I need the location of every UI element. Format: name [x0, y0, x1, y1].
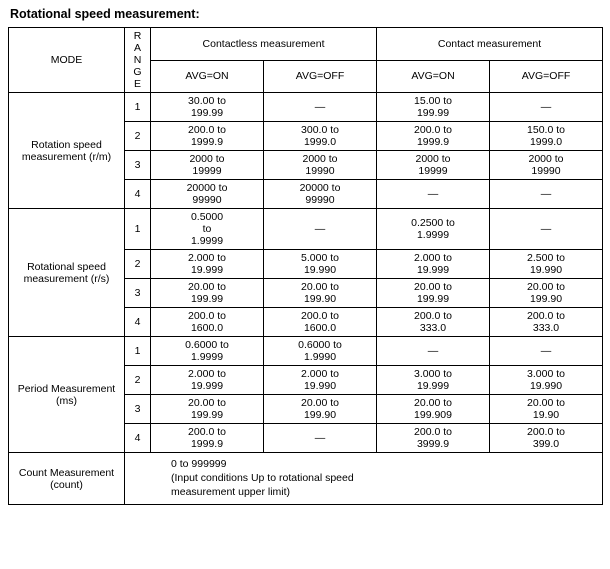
value-cell: 2.500 to 19.990: [490, 250, 603, 279]
mode-line: speed: [73, 138, 102, 151]
value-cell: —: [377, 180, 490, 209]
mode-line: (count): [50, 478, 83, 491]
table-row: [9, 93, 603, 122]
mode-rotation-speed-rm: [9, 93, 125, 209]
value-cell: 3.000 to 19.999: [377, 366, 490, 395]
mode-rotational-speed-rs: [9, 209, 125, 337]
value-cell: —: [490, 180, 603, 209]
mode-count-measurement: [9, 453, 125, 505]
value-cell: 200.0 to 1600.0: [264, 308, 377, 337]
mode-line: speed: [77, 260, 106, 273]
value-cell: 20.00 to 199.99: [151, 395, 264, 424]
value-cell: 2000 to 19990: [264, 151, 377, 180]
table-row: [9, 337, 603, 366]
mode-line: (ms): [56, 394, 77, 407]
range-value: 2: [125, 366, 151, 395]
range-value: 3: [125, 279, 151, 308]
header-range-letter-a: A: [133, 42, 141, 54]
value-cell: 2000 to 19999: [377, 151, 490, 180]
range-value: 2: [125, 122, 151, 151]
value-cell: —: [264, 93, 377, 122]
rotational-speed-spec-table: [8, 27, 603, 505]
table-header-row-1: [9, 28, 603, 61]
range-value: 3: [125, 395, 151, 424]
value-cell: —: [264, 424, 377, 453]
header-range-letter-r: R: [133, 30, 142, 42]
value-cell: 2.000 to 19.999: [151, 250, 264, 279]
value-cell: 0.6000 to 1.9990: [264, 337, 377, 366]
header-contactless-measurement: Contactless measurement: [151, 28, 377, 61]
count-measurement-note: 0 to 999999 (Input conditions Up to rotational speed measurement upper limit): [125, 453, 603, 505]
value-cell: 3.000 to 19.990: [490, 366, 603, 395]
mode-line: Rotational: [27, 260, 75, 273]
header-range: [125, 28, 151, 93]
value-cell: 30.00 to 199.99: [151, 93, 264, 122]
value-cell: 20.00 to 199.99: [377, 279, 490, 308]
value-cell: 20000 to 99990: [264, 180, 377, 209]
table-row: [9, 453, 603, 505]
range-value: 3: [125, 151, 151, 180]
value-cell: 20.00 to 199.99: [151, 279, 264, 308]
mode-period-measurement-ms: [9, 337, 125, 453]
value-cell: 200.0 to 1999.9: [151, 122, 264, 151]
mode-line: Measurement: [49, 466, 115, 479]
value-cell: 2000 to 19990: [490, 151, 603, 180]
value-cell: 20.00 to 199.90: [264, 279, 377, 308]
value-cell: —: [490, 209, 603, 250]
value-cell: 200.0 to 3999.9: [377, 424, 490, 453]
mode-line: measurement: [23, 272, 88, 285]
value-cell: 200.0 to 333.0: [490, 308, 603, 337]
range-value: 1: [125, 337, 151, 366]
value-cell: 200.0 to 1999.9: [151, 424, 264, 453]
value-cell: 200.0 to 333.0: [377, 308, 490, 337]
range-value: 4: [125, 180, 151, 209]
value-cell: 15.00 to 199.99: [377, 93, 490, 122]
value-cell: 2.000 to 19.999: [377, 250, 490, 279]
value-cell: 2000 to 19999: [151, 151, 264, 180]
mode-line: (r/m): [88, 150, 112, 163]
value-cell: —: [264, 209, 377, 250]
mode-line: Measurement: [51, 382, 116, 395]
value-cell: —: [377, 337, 490, 366]
value-cell: 20.00 to 199.90: [490, 279, 603, 308]
value-cell: 300.0 to 1999.0: [264, 122, 377, 151]
value-cell: 150.0 to 1999.0: [490, 122, 603, 151]
value-cell: 200.0 to 1600.0: [151, 308, 264, 337]
value-cell: 5.000 to 19.990: [264, 250, 377, 279]
value-cell: 20.00 to 199.909: [377, 395, 490, 424]
header-contactless-avg-off: AVG=OFF: [264, 60, 377, 93]
mode-line: measurement: [21, 150, 87, 163]
table-row: [9, 209, 603, 250]
mode-line: Rotation: [31, 138, 71, 151]
range-value: 4: [125, 308, 151, 337]
mode-line: (r/s): [90, 272, 110, 285]
value-cell: —: [490, 337, 603, 366]
value-cell: 200.0 to 399.0: [490, 424, 603, 453]
mode-line: Period: [17, 382, 49, 395]
table-body: [9, 93, 603, 505]
range-value: 1: [125, 209, 151, 250]
header-mode: MODE: [9, 28, 125, 93]
header-range-letter-g: G: [133, 66, 142, 78]
value-cell: 0.6000 to 1.9999: [151, 337, 264, 366]
value-cell: 20.00 to 19.90: [490, 395, 603, 424]
header-contact-measurement: Contact measurement: [377, 28, 603, 61]
table-header: [9, 28, 603, 93]
value-cell: 200.0 to 1999.9: [377, 122, 490, 151]
value-cell: —: [490, 93, 603, 122]
value-cell: 2.000 to 19.999: [151, 366, 264, 395]
value-cell: 20.00 to 199.90: [264, 395, 377, 424]
range-value: 1: [125, 93, 151, 122]
value-cell: 2.000 to 19.990: [264, 366, 377, 395]
header-contactless-avg-on: AVG=ON: [151, 60, 264, 93]
header-range-letter-n: N: [133, 54, 142, 66]
value-cell: 0.2500 to 1.9999: [377, 209, 490, 250]
value-cell: 20000 to 99990: [151, 180, 264, 209]
header-range-letter-e: E: [133, 78, 141, 90]
value-cell: 0.5000 to 1.9999: [151, 209, 264, 250]
page-title: Rotational speed measurement:: [10, 7, 200, 21]
header-contact-avg-on: AVG=ON: [377, 60, 490, 93]
range-value: 2: [125, 250, 151, 279]
header-contact-avg-off: AVG=OFF: [490, 60, 603, 93]
range-value: 4: [125, 424, 151, 453]
mode-line: Count: [18, 466, 47, 479]
